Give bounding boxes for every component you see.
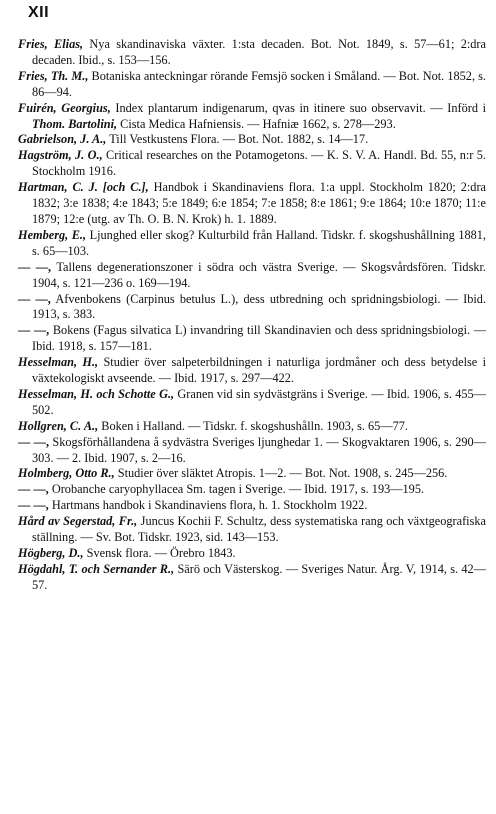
entry-author: Hollgren, C. A., [18,418,99,433]
bibliography-entry [18,546,486,562]
bibliography-entry [18,562,486,594]
entry-author: Holmberg, Otto R., [18,466,115,481]
bibliography-entry [18,419,486,435]
entry-text: Index plantarum indigenarum, qvas in itinere suo observavit. — Införd i [110,100,486,115]
entry-text: Critical researches on the Potamogetons. — K. S. V. A. Handl. Bd. 55, n:r 5. Stockholm 1916. [32,148,486,179]
entry-author: Hård av Segerstad, Fr., [18,514,138,529]
entry-ditto-dash: — —, [18,434,50,449]
entry-text: Orobanche caryophyllacea Sm. tagen i Sverige. — Ibid. 1917, s. 193—195. [48,482,425,497]
bibliography-entry [18,323,486,355]
entry-author: Fries, Th. M., [18,68,89,83]
entry-text: Afvenbokens (Carpinus betulus L.), dess utbredning och spridningsbiologi. — Ibid. 1913, s. 383. [32,291,487,322]
entry-author: Gabrielson, J. A., [18,132,107,147]
entry-ditto-dash: — —, [18,323,50,338]
bibliography-list [18,37,486,594]
entry-ditto-dash: — —, [18,482,49,497]
entry-text: Studier över släktet Atropis. 1—2. — Bot. Not. 1908, s. 245—256. [114,466,448,481]
entry-author: Hesselman, H. och Schotte G., [18,386,175,401]
entry-ditto-dash: — —, [18,291,51,306]
entry-text: Ljunghed eller skog? Kulturbild från Halland. Tidskr. f. skogshushållning 1881, s. 65—103. [32,227,486,258]
entry-author: Hagström, J. O., [18,148,103,163]
bibliography-entry [18,101,486,133]
entry-author: Högberg, D., [18,546,84,560]
bibliography-entry [18,498,486,514]
entry-author: Högdahl, T. och Sernander R., [18,561,175,576]
entry-text: Hartmans handbok i Skandinaviens flora, h. 1. Stockholm 1922. [48,498,368,513]
bibliography-entry [18,482,486,498]
entry-author: Fries, Elias, [18,37,84,51]
entry-text: Bokens (Fagus silvatica L) invandring till Skandinavien och dess spridningsbiologi. — Ibid. 1918, s. 157—181. [32,323,486,354]
bibliography-entry [18,355,486,387]
entry-text: Studier över salpeterbildningen i naturliga jordmåner och dess betydelse i växtekologiskt avseende. — Ibid. 1917, s. 297—422. [32,355,487,386]
bibliography-entry [18,148,486,180]
entry-text: Svensk flora. — Örebro 1843. [83,546,236,560]
entry-ditto-dash: — —, [18,259,52,274]
entry-text: Boken i Halland. — Tidskr. f. skogshushålln. 1903, s. 65—77. [98,418,409,433]
entry-text: Juncus Kochii F. Schultz, dess systematiska rang och växtgeografiska ställning. — Sv. Bot. Tidskr. 1923, sid. 143—153. [32,514,486,545]
entry-author: Hartman, C. J. [och C.], [18,180,149,195]
bibliography-entry [18,260,486,292]
bibliography-entry [18,387,486,419]
entry-text: Nya skandinaviska växter. 1:sta decaden. Bot. Not. 1849, s. 57—61; 2:dra decaden. Ibid., s. 153—156. [32,37,486,67]
entry-text: Botaniska anteckningar rörande Femsjö socken i Småland. — Bot. Not. 1852, s. 86—94. [32,68,486,99]
entry-author: Fuirén, Georgius, [18,100,111,115]
entry-italic-name: Thom. Bartolini, [32,116,118,131]
page-number: XII [28,4,50,21]
bibliography-entry [18,435,486,467]
bibliography-entry [18,466,486,482]
bibliography-entry [18,132,486,148]
bibliography-entry [18,514,486,546]
entry-ditto-dash: — —, [18,498,49,513]
entry-text: Granen vid sin sydvästgräns i Sverige. — Ibid. 1906, s. 455—502. [32,386,486,417]
entry-text: Skogsförhållandena å sydvästra Sveriges ljunghedar 1. — Skogvaktaren 1906, s. 290—303. — 2. Ibid. 1907, s. 2—16. [32,434,486,465]
entry-text: Cista Medica Hafniensis. — Hafniæ 1662, s. 278—293. [117,116,396,131]
entry-text: Till Vestkustens Flora. — Bot. Not. 1882, s. 14—17. [106,132,369,147]
bibliography-entry [18,228,486,260]
bibliography-entry [18,37,486,69]
entry-text: Handbok i Skandinaviens flora. 1:a uppl. Stockholm 1820; 2:dra 1832; 3:e 1838; 4:e 1843; 5:e 1849; 6:e 1854; 7:e 1858; 8:e 1861; 9:e 1864; 10:e 1870; 11:e 1879; 12:e (utg. av Th. O. B. N. Krok) h. 1. 1889. [32,180,486,226]
entry-author: Hemberg, E., [18,227,87,242]
entry-author: Hesselman, H., [18,355,99,370]
bibliography-entry [18,180,486,228]
bibliography-entry [18,69,486,101]
bibliography-entry [18,292,486,324]
entry-text: Särö och Västerskog. — Sveriges Natur. Årg. V, 1914, s. 42—57. [32,561,487,592]
entry-text: Tallens degenerationszoner i södra och västra Sverige. — Skogsvårdsfören. Tidskr. 1904, s. 121—236 o. 169—194. [32,259,486,290]
